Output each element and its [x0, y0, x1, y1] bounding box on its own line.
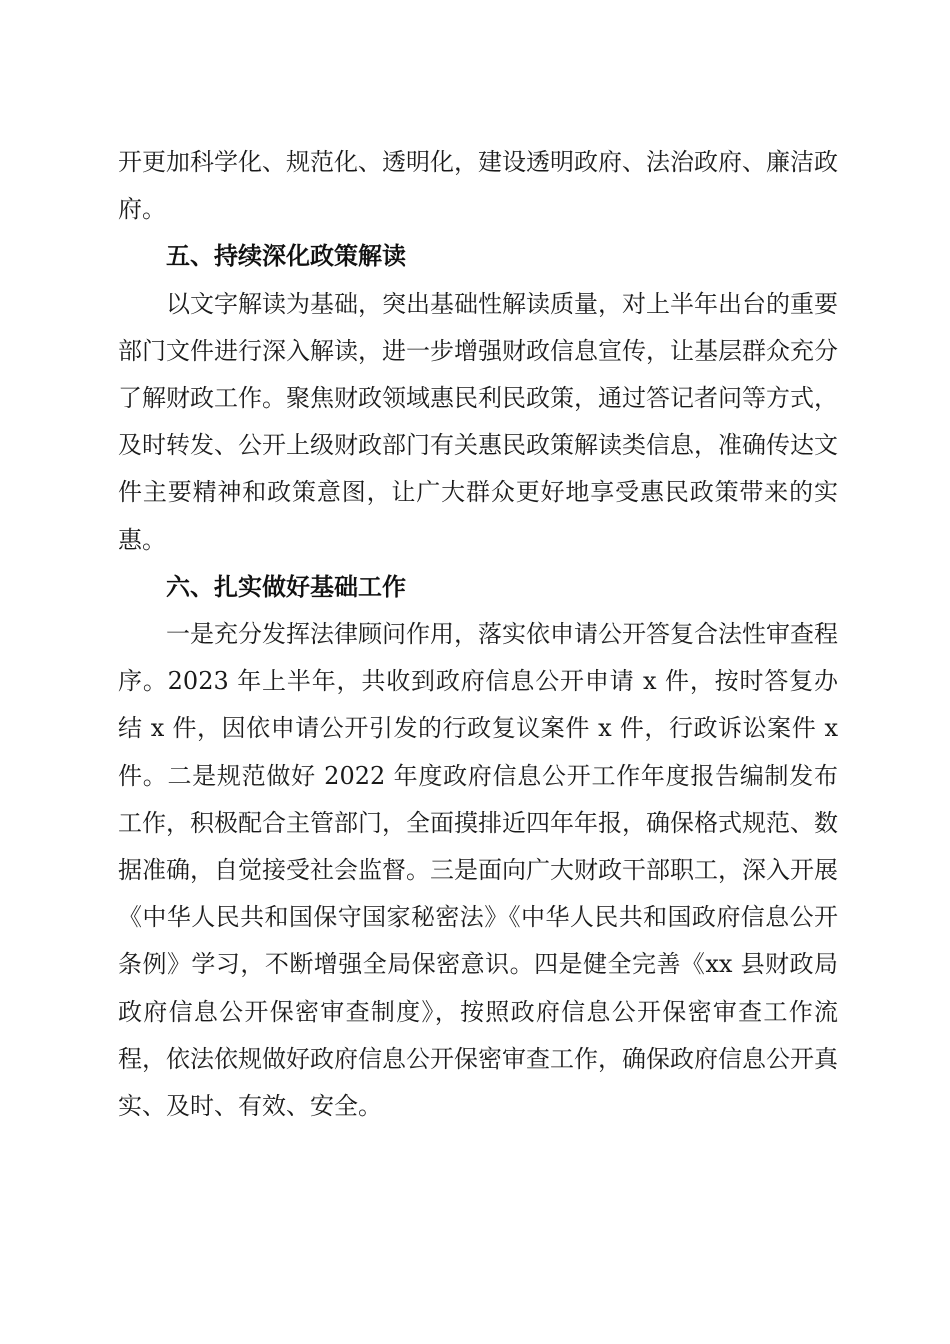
- section-heading-policy-interpretation: 五、持续深化政策解读: [166, 242, 406, 271]
- section-heading-basic-work: 六、扎实做好基础工作: [166, 572, 406, 601]
- section-paragraph-policy-interpretation: 以文字解读为基础，突出基础性解读质量，对上半年出台的重要部门文件进行深入解读，进一步增强财政信息宣传，让基层群众充分了解财政工作。聚焦财政领域惠民利民政策，通过答记者问等方式，及时转发、公开上级财政部门有关惠民政策解读类信息，准确传达文件主要精神和政策意图，让广大群众更好地享受惠民政策带来的实惠。: [118, 289, 838, 554]
- section-paragraph-basic-work: 一是充分发挥法律顾问作用，落实依申请公开答复合法性审查程序。2023 年上半年，共收到政府信息公开申请 x 件，按时答复办结 x 件，因依申请公开引发的行政复议案件 x 件，行政诉讼案件 x 件。二是规范做好 2022 年度政府信息公开工作年度报告编制发布工作，积极配合主管部门，全面摸排近四年年报，确保格式规范、数据准确，自觉接受社会监督。三是面向广大财政干部职工，深入开展《中华人民共和国保守国家秘密法》《中华人民共和国政府信息公开条例》学习，不断增强全局保密意识。四是健全完善《xx 县财政局政府信息公开保密审查制度》，按照政府信息公开保密审查工作流程，依法依规做好政府信息公开保密审查工作，确保政府信息公开真实、及时、有效、安全。: [118, 620, 838, 1121]
- document-page: [118, 139, 838, 1130]
- continuation-paragraph: 开更加科学化、规范化、透明化，建设透明政府、法治政府、廉洁政府。: [118, 148, 838, 224]
